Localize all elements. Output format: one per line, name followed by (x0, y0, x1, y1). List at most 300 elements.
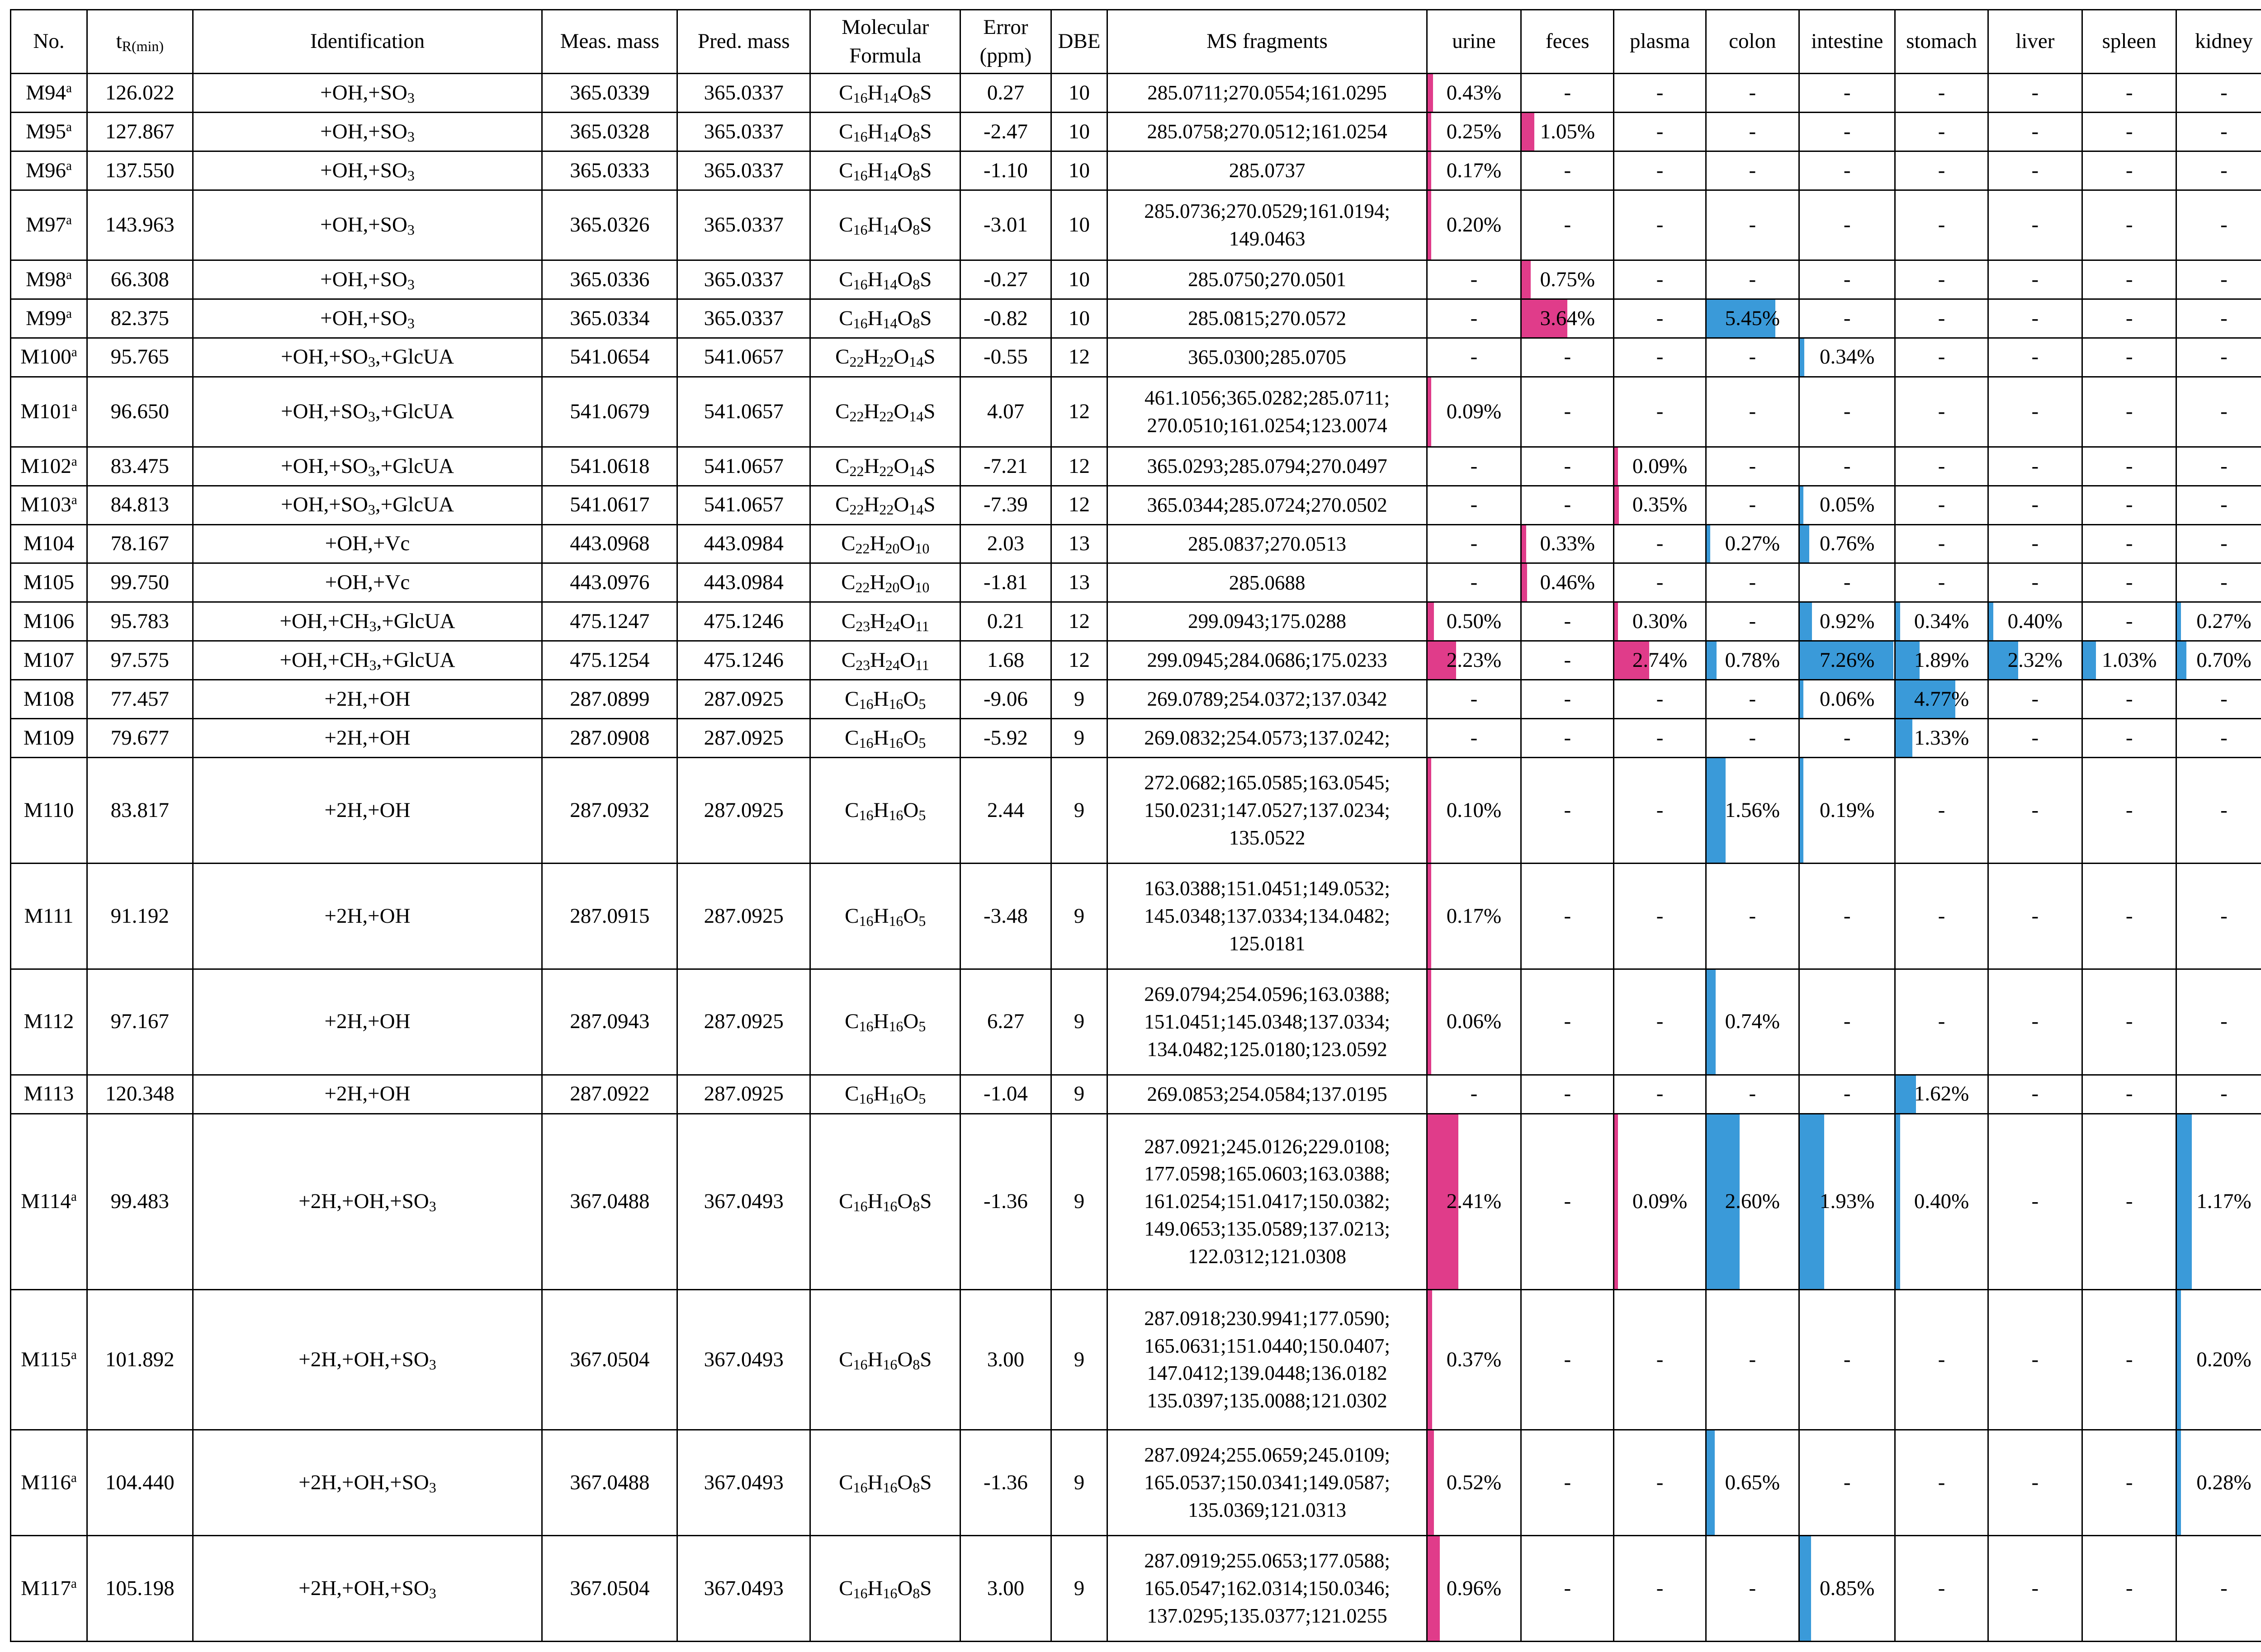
cell-liver: - (1988, 1289, 2082, 1430)
cell-intestine: 7.26% (1799, 641, 1895, 680)
bar-urine (1428, 758, 1431, 863)
cell-intestine: - (1799, 447, 1895, 486)
cell-pred-mass: 475.1246 (677, 641, 810, 680)
cell-kidney: 0.70% (2176, 641, 2261, 680)
cell-error: -3.48 (960, 863, 1051, 969)
header-pred-mass: Pred. mass (677, 10, 810, 74)
cell-identification: $+OH,+SO_3$ (193, 74, 542, 113)
cell-retention-time: 79.677 (87, 719, 193, 758)
cell-plasma: - (1614, 1430, 1706, 1536)
cell-no: M99$^a$ (11, 299, 87, 338)
header-error: Error (ppm) (960, 10, 1051, 74)
cell-error: 6.27 (960, 969, 1051, 1075)
cell-pred-mass: 287.0925 (677, 757, 810, 863)
cell-colon: - (1706, 1289, 1799, 1430)
cell-pred-mass: 541.0657 (677, 486, 810, 524)
metabolite-table (10, 9, 2261, 1642)
cell-retention-time: 95.765 (87, 338, 193, 377)
table-row (11, 299, 2261, 338)
cell-colon: 2.60% (1706, 1114, 1799, 1289)
cell-molecular-formula: $C_{16}H_{16}O_5$ (810, 1075, 960, 1114)
cell-intestine: 1.93% (1799, 1114, 1895, 1289)
cell-meas-mass: 287.0908 (542, 719, 677, 758)
cell-plasma: - (1614, 1289, 1706, 1430)
bar-urine (1428, 864, 1431, 968)
bar-feces (1522, 261, 1531, 298)
cell-intestine: - (1799, 969, 1895, 1075)
cell-spleen: 1.03% (2082, 641, 2176, 680)
cell-pred-mass: 287.0925 (677, 719, 810, 758)
cell-liver: - (1988, 680, 2082, 719)
cell-identification: $+2H,+OH,+SO_3$ (193, 1114, 542, 1289)
bar-urine (1428, 113, 1431, 151)
cell-spleen: - (2082, 563, 2176, 602)
cell-spleen: - (2082, 338, 2176, 377)
cell-retention-time: 120.348 (87, 1075, 193, 1114)
cell-molecular-formula: $C_{16}H_{16}O_8S$ (810, 1114, 960, 1289)
cell-ms-fragments: 285.0711;270.0554;161.0295 (1107, 74, 1427, 113)
cell-identification: $+OH,+SO_3$ (193, 112, 542, 151)
bar-plasma (1614, 603, 1618, 640)
cell-pred-mass: 367.0493 (677, 1430, 810, 1536)
cell-colon: 0.74% (1706, 969, 1799, 1075)
cell-stomach: 1.89% (1895, 641, 1988, 680)
bar-kidney (2177, 1114, 2192, 1289)
cell-plasma: - (1614, 1075, 1706, 1114)
cell-feces: - (1521, 602, 1614, 641)
cell-spleen: - (2082, 377, 2176, 447)
cell-feces: 1.05% (1521, 112, 1614, 151)
cell-urine: - (1427, 680, 1521, 719)
cell-dbe: 10 (1051, 74, 1107, 113)
cell-spleen: - (2082, 447, 2176, 486)
cell-error: -1.36 (960, 1430, 1051, 1536)
bar-kidney (2177, 1290, 2181, 1429)
bar-intestine (1800, 758, 1803, 863)
cell-meas-mass: 541.0618 (542, 447, 677, 486)
cell-dbe: 12 (1051, 602, 1107, 641)
cell-stomach: - (1895, 74, 1988, 113)
cell-error: -7.39 (960, 486, 1051, 524)
cell-pred-mass: 367.0493 (677, 1289, 810, 1430)
cell-plasma: - (1614, 719, 1706, 758)
cell-intestine: - (1799, 190, 1895, 260)
cell-intestine: - (1799, 260, 1895, 299)
cell-error: -1.04 (960, 1075, 1051, 1114)
cell-dbe: 9 (1051, 1114, 1107, 1289)
cell-kidney: - (2176, 680, 2261, 719)
cell-kidney: - (2176, 486, 2261, 524)
cell-pred-mass: 365.0337 (677, 74, 810, 113)
cell-meas-mass: 541.0617 (542, 486, 677, 524)
cell-molecular-formula: $C_{16}H_{14}O_8S$ (810, 299, 960, 338)
cell-error: -0.27 (960, 260, 1051, 299)
cell-spleen: - (2082, 1289, 2176, 1430)
cell-urine: 0.10% (1427, 757, 1521, 863)
cell-ms-fragments: 269.0853;254.0584;137.0195 (1107, 1075, 1427, 1114)
table-row (11, 338, 2261, 377)
cell-pred-mass: 365.0337 (677, 151, 810, 190)
cell-kidney: - (2176, 1535, 2261, 1641)
table-row (11, 680, 2261, 719)
cell-liver: - (1988, 863, 2082, 969)
cell-spleen: - (2082, 112, 2176, 151)
cell-dbe: 9 (1051, 719, 1107, 758)
bar-liver (1989, 603, 1993, 640)
cell-ms-fragments: 287.0924;255.0659;245.0109; 165.0537;150.0341;149.0587; 135.0369;121.0313 (1107, 1430, 1427, 1536)
cell-retention-time: 91.192 (87, 863, 193, 969)
cell-urine: 0.43% (1427, 74, 1521, 113)
bar-kidney (2177, 642, 2186, 679)
cell-identification: +2H,+OH (193, 680, 542, 719)
cell-colon: 1.56% (1706, 757, 1799, 863)
cell-colon: - (1706, 112, 1799, 151)
cell-kidney: - (2176, 447, 2261, 486)
cell-dbe: 9 (1051, 680, 1107, 719)
cell-stomach: - (1895, 863, 1988, 969)
cell-spleen: - (2082, 863, 2176, 969)
cell-identification: +2H,+OH (193, 719, 542, 758)
cell-urine: - (1427, 447, 1521, 486)
cell-pred-mass: 365.0337 (677, 112, 810, 151)
cell-stomach: - (1895, 151, 1988, 190)
cell-no: M115$^a$ (11, 1289, 87, 1430)
cell-dbe: 10 (1051, 151, 1107, 190)
cell-no: M114$^a$ (11, 1114, 87, 1289)
cell-error: -1.81 (960, 563, 1051, 602)
cell-ms-fragments: 285.0750;270.0501 (1107, 260, 1427, 299)
cell-error: -0.55 (960, 338, 1051, 377)
cell-urine: 0.25% (1427, 112, 1521, 151)
cell-stomach: - (1895, 260, 1988, 299)
cell-ms-fragments: 163.0388;151.0451;149.0532; 145.0348;137.0334;134.0482; 125.0181 (1107, 863, 1427, 969)
cell-molecular-formula: $C_{16}H_{14}O_8S$ (810, 151, 960, 190)
header-liver: liver (1988, 10, 2082, 74)
cell-ms-fragments: 272.0682;165.0585;163.0545; 150.0231;147.0527;137.0234; 135.0522 (1107, 757, 1427, 863)
cell-spleen: - (2082, 719, 2176, 758)
cell-intestine: - (1799, 719, 1895, 758)
cell-urine: 2.41% (1427, 1114, 1521, 1289)
cell-kidney: - (2176, 151, 2261, 190)
cell-ms-fragments: 285.0837;270.0513 (1107, 524, 1427, 563)
cell-kidney: - (2176, 299, 2261, 338)
bar-urine (1428, 1430, 1434, 1535)
cell-retention-time: 127.867 (87, 112, 193, 151)
cell-no: M116$^a$ (11, 1430, 87, 1536)
table-row (11, 151, 2261, 190)
cell-kidney: - (2176, 563, 2261, 602)
bar-colon (1707, 758, 1726, 863)
cell-meas-mass: 365.0326 (542, 190, 677, 260)
cell-molecular-formula: $C_{23}H_{24}O_{11}$ (810, 602, 960, 641)
cell-colon: - (1706, 338, 1799, 377)
header-urine: urine (1427, 10, 1521, 74)
cell-colon: - (1706, 1075, 1799, 1114)
bar-colon (1707, 970, 1716, 1074)
bar-colon (1707, 525, 1710, 563)
cell-spleen: - (2082, 1535, 2176, 1641)
cell-kidney: - (2176, 377, 2261, 447)
cell-identification: $+2H,+OH,+SO_3$ (193, 1535, 542, 1641)
cell-intestine: - (1799, 377, 1895, 447)
cell-plasma: - (1614, 151, 1706, 190)
cell-plasma: - (1614, 1535, 1706, 1641)
header-dbe: DBE (1051, 10, 1107, 74)
table-body (11, 74, 2261, 1642)
cell-spleen: - (2082, 969, 2176, 1075)
cell-kidney: - (2176, 190, 2261, 260)
cell-no: M109 (11, 719, 87, 758)
cell-intestine: 0.19% (1799, 757, 1895, 863)
cell-feces: - (1521, 969, 1614, 1075)
cell-colon: - (1706, 563, 1799, 602)
cell-intestine: - (1799, 112, 1895, 151)
cell-stomach: - (1895, 757, 1988, 863)
cell-retention-time: 78.167 (87, 524, 193, 563)
cell-urine: - (1427, 563, 1521, 602)
bar-feces (1522, 113, 1534, 151)
bar-kidney (2177, 603, 2181, 640)
cell-colon: - (1706, 260, 1799, 299)
cell-meas-mass: 367.0488 (542, 1114, 677, 1289)
cell-no: M107 (11, 641, 87, 680)
header-colon: colon (1706, 10, 1799, 74)
cell-no: M102$^a$ (11, 447, 87, 486)
cell-error: -7.21 (960, 447, 1051, 486)
cell-meas-mass: 443.0976 (542, 563, 677, 602)
cell-spleen: - (2082, 757, 2176, 863)
cell-liver: - (1988, 338, 2082, 377)
cell-molecular-formula: $C_{16}H_{16}O_8S$ (810, 1430, 960, 1536)
cell-molecular-formula: $C_{16}H_{16}O_5$ (810, 863, 960, 969)
cell-urine: - (1427, 486, 1521, 524)
cell-molecular-formula: $C_{16}H_{14}O_8S$ (810, 190, 960, 260)
bar-urine (1428, 1290, 1432, 1429)
cell-colon: - (1706, 863, 1799, 969)
cell-no: M110 (11, 757, 87, 863)
cell-liver: - (1988, 151, 2082, 190)
cell-ms-fragments: 287.0919;255.0653;177.0588; 165.0547;162.0314;150.0346; 137.0295;135.0377;121.0255 (1107, 1535, 1427, 1641)
cell-identification: $+OH,+SO_3,+GlcUA$ (193, 447, 542, 486)
cell-ms-fragments: 285.0758;270.0512;161.0254 (1107, 112, 1427, 151)
cell-spleen: - (2082, 151, 2176, 190)
bar-feces (1522, 564, 1527, 601)
cell-liver: - (1988, 190, 2082, 260)
cell-identification: $+OH,+SO_3,+GlcUA$ (193, 377, 542, 447)
cell-kidney: - (2176, 524, 2261, 563)
cell-retention-time: 104.440 (87, 1430, 193, 1536)
cell-feces: - (1521, 190, 1614, 260)
cell-ms-fragments: 269.0832;254.0573;137.0242; (1107, 719, 1427, 758)
cell-kidney: - (2176, 719, 2261, 758)
cell-plasma: 2.74% (1614, 641, 1706, 680)
cell-stomach: - (1895, 112, 1988, 151)
cell-pred-mass: 443.0984 (677, 563, 810, 602)
bar-intestine (1800, 1536, 1811, 1641)
cell-molecular-formula: $C_{16}H_{16}O_5$ (810, 680, 960, 719)
bar-intestine (1800, 486, 1803, 524)
cell-meas-mass: 365.0339 (542, 74, 677, 113)
cell-error: 0.21 (960, 602, 1051, 641)
cell-pred-mass: 367.0493 (677, 1114, 810, 1289)
cell-spleen: - (2082, 1075, 2176, 1114)
cell-kidney: - (2176, 969, 2261, 1075)
cell-feces: - (1521, 377, 1614, 447)
bar-intestine (1800, 603, 1812, 640)
cell-dbe: 13 (1051, 563, 1107, 602)
cell-retention-time: 126.022 (87, 74, 193, 113)
cell-liver: - (1988, 377, 2082, 447)
cell-intestine: - (1799, 1289, 1895, 1430)
cell-urine: 0.20% (1427, 190, 1521, 260)
cell-stomach: - (1895, 338, 1988, 377)
cell-ms-fragments: 269.0794;254.0596;163.0388; 151.0451;145.0348;137.0334; 134.0482;125.0180;123.0592 (1107, 969, 1427, 1075)
cell-colon: - (1706, 486, 1799, 524)
cell-plasma: - (1614, 969, 1706, 1075)
bar-stomach (1896, 603, 1900, 640)
cell-ms-fragments: 287.0921;245.0126;229.0108; 177.0598;165.0603;163.0388; 161.0254;151.0417;150.0382; 149.0653;135.0589;137.0213; 122.0312;121.0308 (1107, 1114, 1427, 1289)
cell-feces: 3.64% (1521, 299, 1614, 338)
cell-kidney: - (2176, 1075, 2261, 1114)
cell-urine: 0.09% (1427, 377, 1521, 447)
cell-colon: 0.27% (1706, 524, 1799, 563)
cell-dbe: 10 (1051, 299, 1107, 338)
header-row (11, 10, 2261, 74)
cell-meas-mass: 287.0915 (542, 863, 677, 969)
cell-spleen: - (2082, 299, 2176, 338)
cell-error: 2.03 (960, 524, 1051, 563)
cell-intestine: 0.34% (1799, 338, 1895, 377)
cell-pred-mass: 287.0925 (677, 1075, 810, 1114)
cell-identification: $+OH,+SO_3$ (193, 151, 542, 190)
cell-retention-time: 143.963 (87, 190, 193, 260)
cell-meas-mass: 367.0504 (542, 1535, 677, 1641)
cell-kidney: - (2176, 112, 2261, 151)
table-row (11, 602, 2261, 641)
cell-colon: - (1706, 447, 1799, 486)
bar-plasma (1614, 448, 1618, 485)
cell-plasma: - (1614, 112, 1706, 151)
table-row (11, 563, 2261, 602)
cell-identification: $+2H,+OH,+SO_3$ (193, 1430, 542, 1536)
bar-colon (1707, 642, 1717, 679)
cell-stomach: 1.33% (1895, 719, 1988, 758)
cell-retention-time: 97.167 (87, 969, 193, 1075)
cell-no: M100$^a$ (11, 338, 87, 377)
bar-urine (1428, 603, 1434, 640)
cell-ms-fragments: 285.0736;270.0529;161.0194; 149.0463 (1107, 190, 1427, 260)
cell-ms-fragments: 365.0344;285.0724;270.0502 (1107, 486, 1427, 524)
cell-dbe: 12 (1051, 641, 1107, 680)
cell-ms-fragments: 299.0943;175.0288 (1107, 602, 1427, 641)
cell-liver: - (1988, 486, 2082, 524)
cell-plasma: - (1614, 524, 1706, 563)
cell-identification: +OH,+Vc (193, 563, 542, 602)
bar-kidney (2177, 1430, 2181, 1535)
cell-spleen: - (2082, 486, 2176, 524)
cell-stomach: - (1895, 299, 1988, 338)
table-row (11, 969, 2261, 1075)
cell-liver: - (1988, 299, 2082, 338)
cell-error: -1.10 (960, 151, 1051, 190)
header-ms-fragments: MS fragments (1107, 10, 1427, 74)
cell-urine: - (1427, 524, 1521, 563)
cell-pred-mass: 287.0925 (677, 680, 810, 719)
cell-identification: $+2H,+OH,+SO_3$ (193, 1289, 542, 1430)
cell-meas-mass: 443.0968 (542, 524, 677, 563)
cell-identification: +2H,+OH (193, 863, 542, 969)
header-no: No. (11, 10, 87, 74)
cell-colon: - (1706, 190, 1799, 260)
cell-intestine: - (1799, 1075, 1895, 1114)
cell-dbe: 12 (1051, 486, 1107, 524)
cell-no: M105 (11, 563, 87, 602)
cell-feces: - (1521, 74, 1614, 113)
cell-colon: - (1706, 1535, 1799, 1641)
cell-urine: - (1427, 299, 1521, 338)
cell-dbe: 9 (1051, 863, 1107, 969)
cell-kidney: - (2176, 338, 2261, 377)
cell-spleen: - (2082, 74, 2176, 113)
cell-spleen: - (2082, 524, 2176, 563)
cell-error: 3.00 (960, 1535, 1051, 1641)
cell-spleen: - (2082, 260, 2176, 299)
cell-dbe: 9 (1051, 1430, 1107, 1536)
cell-urine: 0.52% (1427, 1430, 1521, 1536)
cell-liver: - (1988, 447, 2082, 486)
cell-colon: - (1706, 377, 1799, 447)
cell-kidney: - (2176, 757, 2261, 863)
cell-colon: - (1706, 151, 1799, 190)
cell-retention-time: 66.308 (87, 260, 193, 299)
cell-feces: - (1521, 1075, 1614, 1114)
cell-ms-fragments: 365.0300;285.0705 (1107, 338, 1427, 377)
cell-feces: - (1521, 486, 1614, 524)
cell-pred-mass: 365.0337 (677, 299, 810, 338)
cell-no: M98$^a$ (11, 260, 87, 299)
cell-pred-mass: 367.0493 (677, 1535, 810, 1641)
cell-error: 3.00 (960, 1289, 1051, 1430)
metabolite-table-container (10, 9, 2261, 1642)
cell-intestine: - (1799, 74, 1895, 113)
cell-ms-fragments: 285.0688 (1107, 563, 1427, 602)
cell-error: 0.27 (960, 74, 1051, 113)
cell-ms-fragments: 285.0737 (1107, 151, 1427, 190)
cell-feces: - (1521, 1289, 1614, 1430)
cell-kidney: - (2176, 260, 2261, 299)
cell-error: -1.36 (960, 1114, 1051, 1289)
cell-meas-mass: 367.0504 (542, 1289, 677, 1430)
table-row (11, 1289, 2261, 1430)
cell-ms-fragments: 365.0293;285.0794;270.0497 (1107, 447, 1427, 486)
cell-molecular-formula: $C_{16}H_{14}O_8S$ (810, 74, 960, 113)
bar-stomach (1896, 719, 1912, 757)
cell-liver: - (1988, 757, 2082, 863)
bar-urine (1428, 1536, 1440, 1641)
cell-feces: - (1521, 719, 1614, 758)
cell-pred-mass: 541.0657 (677, 338, 810, 377)
cell-molecular-formula: $C_{23}H_{24}O_{11}$ (810, 641, 960, 680)
header-spleen: spleen (2082, 10, 2176, 74)
table-row (11, 1430, 2261, 1536)
cell-kidney: - (2176, 863, 2261, 969)
cell-colon: 0.65% (1706, 1430, 1799, 1536)
cell-plasma: 0.30% (1614, 602, 1706, 641)
table-row (11, 112, 2261, 151)
cell-error: -0.82 (960, 299, 1051, 338)
cell-stomach: - (1895, 1430, 1988, 1536)
cell-liver: - (1988, 112, 2082, 151)
